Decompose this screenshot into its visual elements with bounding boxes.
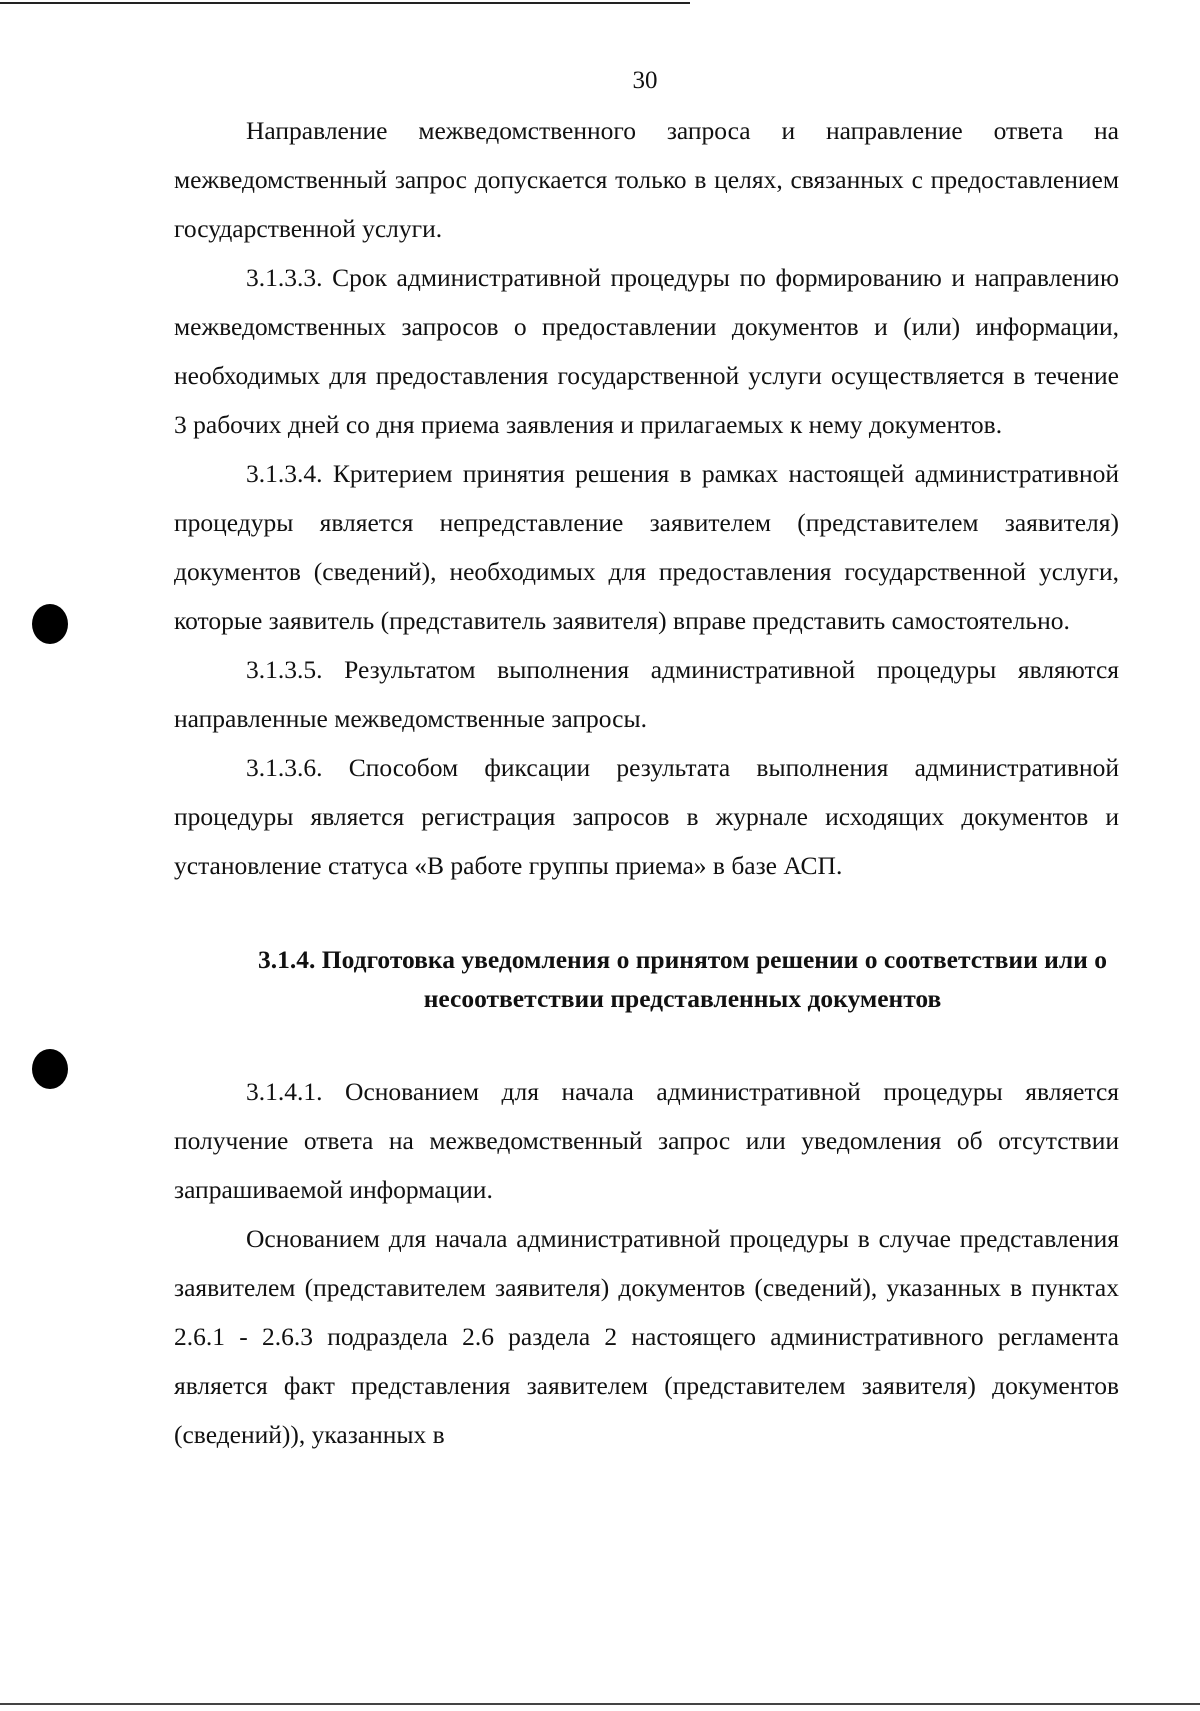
paragraph: Направление межведомственного запроса и направление ответа на межведомственный запрос допускается только в целях, связанных с предоставлением государственной услуги. <box>174 116 1119 243</box>
paragraph: 3.1.3.3. Срок административной процедуры по формированию и направлению межведомственных запросов о предоставлении документов и (или) информации, необходимых для предоставления государственной услуги осуществляется в течение 3 рабочих дней со дня приема заявления и прилагаемых к нему документов. <box>174 263 1119 439</box>
paragraph: 3.1.3.5. Результатом выполнения административной процедуры являются направленные межведомственные запросы. <box>174 655 1119 733</box>
scan-edge-line-bottom <box>0 1703 1200 1705</box>
document-body <box>174 106 1119 1459</box>
paragraph: 3.1.4.1. Основанием для начала административной процедуры является получение ответа на межведомственный запрос или уведомления об отсутствии запрашиваемой информации. <box>174 1077 1119 1204</box>
section-heading: 3.1.4. Подготовка уведомления о принятом решении о соответствии или о несоответствии представленных документов <box>257 945 1107 1013</box>
page-number: 30 <box>632 67 658 94</box>
paragraph: Основанием для начала административной процедуры в случае представления заявителем (представителем заявителя) документов (сведений), указанных в пунктах 2.6.1 - 2.6.3 подраздела 2.6 раздела 2 настоящего административного регламента является факт представления заявителем (представителем заявителя) документов (сведений)), указанных в <box>174 1224 1119 1449</box>
scan-edge-line-top <box>0 2 690 4</box>
punch-hole-mark <box>32 1049 68 1089</box>
punch-hole-mark <box>32 604 68 644</box>
paragraph: 3.1.3.4. Критерием принятия решения в рамках настоящей административной процедуры является непредставление заявителем (представителем заявителя) документов (сведений), необходимых для предоставления государственной услуги, которые заявитель (представитель заявителя) вправе представить самостоятельно. <box>174 459 1119 635</box>
paragraph: 3.1.3.6. Способом фиксации результата выполнения административной процедуры является регистрация запросов в журнале исходящих документов и установление статуса «В работе группы приема» в базе АСП. <box>174 753 1119 880</box>
